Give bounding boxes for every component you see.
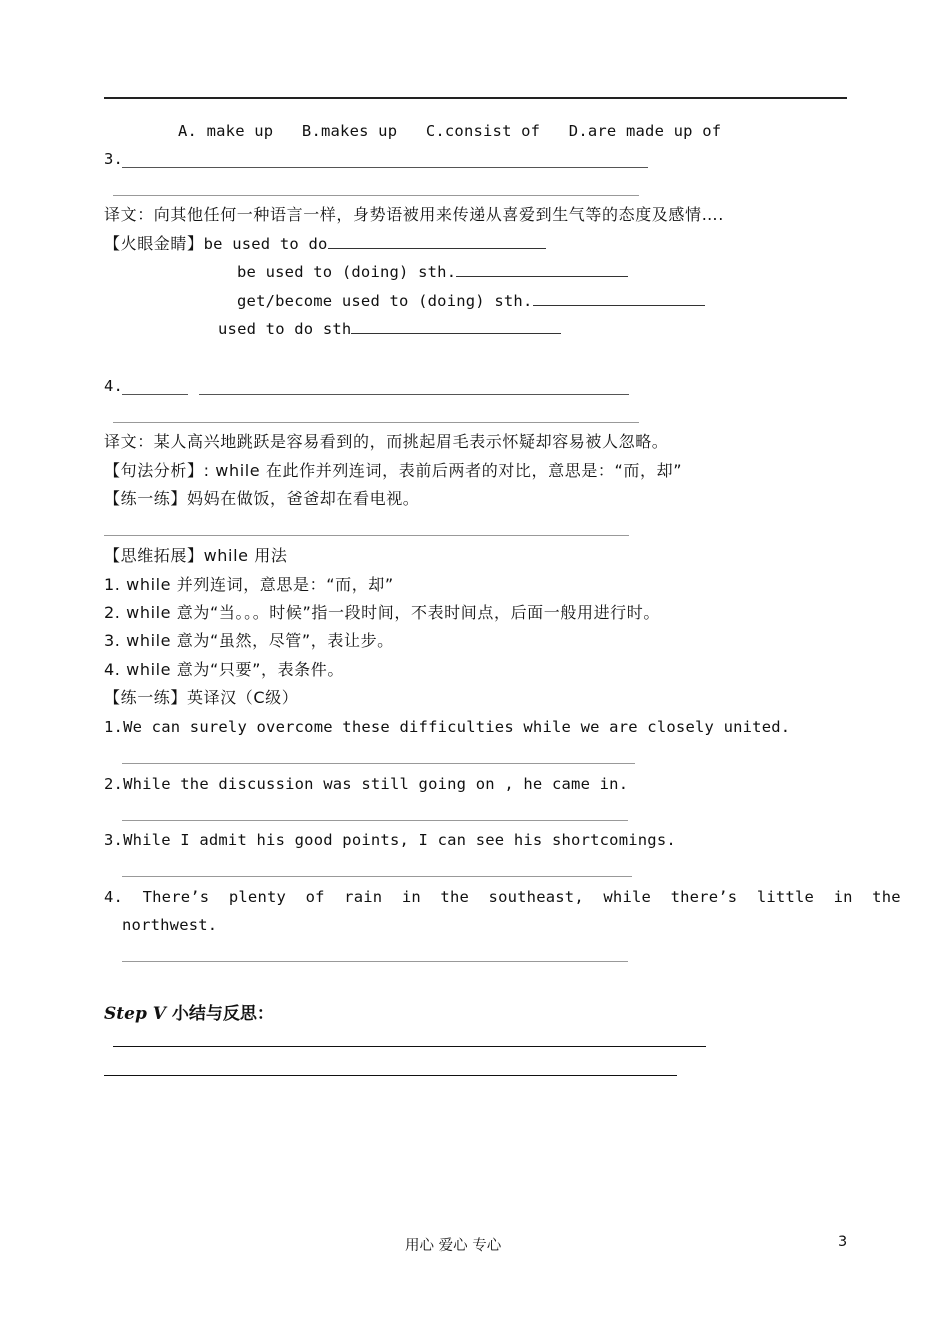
- practice-2-sentence-3: 3.While I admit his good points, I can see his shortcomings.: [104, 831, 676, 849]
- practice-2-title: 【练一练】英译汉（C级）: [104, 688, 299, 707]
- practice-1-prompt: 【练一练】妈妈在做饭，爸爸却在看电视。: [104, 489, 420, 508]
- page-number: 3: [838, 1234, 848, 1250]
- step-title: 小结与反思：: [171, 1004, 274, 1024]
- q3-translation: 译文：向其他任何一种语言一样，身势语被用来传递从喜爱到生气等的态度及感情….: [104, 205, 724, 224]
- huoyan-text-3: get/become used to (doing) sth.: [237, 292, 533, 310]
- huoyan-text-4: used to do sth: [218, 320, 352, 338]
- practice-2-sentence-4a: 4. There’s plenty of rain in the southeast, while there’s little in the: [104, 888, 901, 906]
- options-line: A. make up B.makes up C.consist of D.are made up of: [178, 122, 722, 140]
- q4-answer-line-2: [113, 422, 639, 423]
- practice-2-sentence-1: 1.We can surely overcome these difficulties while we are closely united.: [104, 718, 791, 736]
- huoyan-blank-1: [328, 234, 546, 249]
- huoyan-bracket: 【火眼金睛】: [104, 234, 204, 253]
- practice-2-sentence-4b: northwest.: [122, 916, 218, 934]
- practice-2-sentence-2: 2.While the discussion was still going on , he came in.: [104, 775, 629, 793]
- footer-motto: 用心 爱心 专心: [405, 1238, 502, 1254]
- huoyan-line-2: [237, 262, 628, 282]
- extend-title: 【思维拓展】while 用法: [104, 546, 288, 565]
- extend-item-3: 3. while 意为“虽然，尽管”，表让步。: [104, 631, 394, 650]
- reflection-line-2: [104, 1075, 677, 1076]
- extend-item-2: 2. while 意为“当。。。时候”指一段时间，不表时间点，后面一般用进行时。: [104, 603, 660, 622]
- sentence-2-answer-line: [122, 820, 628, 821]
- practice-2-sentence-4a-row: [104, 887, 901, 907]
- q4-answer-line-short: [122, 394, 188, 395]
- huoyan-text-2: be used to (doing) sth.: [237, 263, 457, 281]
- q3-answer-line-1: [122, 167, 648, 168]
- huoyan-line-3: [237, 291, 705, 311]
- sentence-4-answer-line: [122, 961, 628, 962]
- header-rule: [104, 97, 847, 99]
- q3-label: 3.: [104, 150, 124, 168]
- q4-label: 4.: [104, 377, 124, 395]
- extend-item-1: 1. while 并列连词，意思是：“而，却”: [104, 575, 394, 594]
- step-heading: [104, 999, 274, 1024]
- huoyan-blank-4: [351, 319, 561, 334]
- q3-answer-line-2: [113, 195, 639, 196]
- huoyan-line-1: [104, 234, 546, 254]
- syntax-analysis: 【句法分析】: while 在此作并列连词，表前后两者的对比，意思是：“而，却”: [104, 461, 683, 480]
- sentence-1-answer-line: [122, 763, 635, 764]
- practice-1-answer-line: [104, 535, 629, 536]
- extend-item-4: 4. while 意为“只要”，表条件。: [104, 660, 344, 679]
- reflection-line-1: [113, 1046, 706, 1047]
- huoyan-blank-3: [533, 291, 705, 306]
- q4-answer-line-long: [199, 394, 629, 395]
- q4-translation: 译文：某人高兴地跳跃是容易看到的，而挑起眉毛表示怀疑却容易被人忽略。: [104, 432, 669, 451]
- huoyan-blank-2: [456, 262, 628, 277]
- step-label: Step V: [104, 1004, 166, 1024]
- huoyan-line-4: [218, 319, 561, 339]
- sentence-3-answer-line: [122, 876, 632, 877]
- huoyan-text-1: be used to do: [203, 235, 328, 253]
